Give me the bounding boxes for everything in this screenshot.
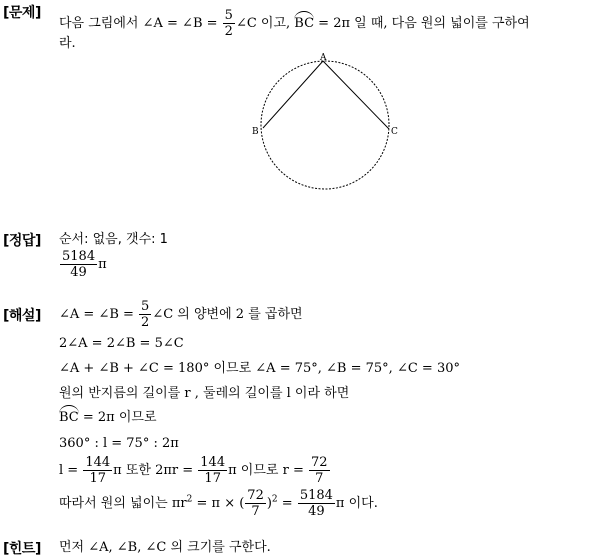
solution-tag: [해설] [3,308,41,324]
fraction-denominator: 49 [70,265,87,280]
fraction-numerator: 72 [247,488,264,503]
solution-text: = π × ( [192,496,245,511]
answer-tag: [정답] [3,233,41,249]
solution-text: = [277,496,297,511]
arc-bc: BC [59,410,79,425]
problem-tag: [문제] [3,5,41,21]
fraction-denominator: 7 [315,471,324,486]
hint-tag: [힌트] [3,541,41,557]
fraction-denominator: 2 [224,24,233,39]
answer-meta: 순서: 없음, 갯수: 1 [59,232,168,247]
solution-line-5 [59,410,157,426]
label-c: C [391,127,398,137]
chord-ac [323,61,389,129]
fraction-numerator: 5 [141,299,150,314]
fraction-denominator: 17 [89,471,107,486]
answer-pi: π [98,257,107,272]
solution-fraction [309,455,330,486]
label-b: B [252,127,259,137]
solution-fraction [139,299,151,330]
solution-line-8 [59,488,378,519]
problem-fraction [223,8,235,39]
chord-ab [263,61,323,128]
superscript: 2 [271,494,278,505]
circle-figure [245,50,415,200]
solution-text: l = [59,463,83,478]
arc-bc: BC [294,16,315,31]
fraction-denominator: 17 [204,471,221,486]
problem-text-3: = 2π 일 때, 다음 원의 넓이를 구하여 [314,16,530,31]
solution-text: = 2π 이므로 [78,410,157,425]
solution-line-1 [59,299,303,330]
solution-fraction [298,488,335,519]
solution-line-6: 360° : l = 75° : 2π [59,436,179,451]
solution-text: 따라서 원의 넓이는 πr [59,496,187,511]
fraction-numerator: 5184 [299,488,333,503]
circle [261,61,389,189]
solution-text: π 또한 2πr = [113,463,198,478]
solution-text: π 이다. [335,496,378,511]
answer-fraction [60,249,97,280]
solution-text: π 이므로 r = [228,463,308,478]
fraction-numerator: 5184 [62,249,96,264]
fraction-denominator: 2 [141,315,150,330]
solution-text: ∠A = ∠B = [59,307,139,322]
fraction-denominator: 7 [251,504,260,519]
label-a: A [320,53,327,63]
fraction-denominator: 49 [308,504,325,519]
problem-text-2: ∠C 이고, [235,16,295,31]
superscript: 2 [186,494,193,505]
fraction-numerator: 144 [85,455,111,470]
fraction-numerator: 72 [310,455,328,470]
solution-line-3: ∠A + ∠B + ∠C = 180° 이므로 ∠A = 75°, ∠B = 75°, ∠C = 30° [59,361,460,376]
solution-text: ) [266,496,272,511]
solution-fraction [245,488,266,519]
solution-text: ∠C 의 양변에 2 를 곱하면 [152,307,303,322]
answer-value [59,249,107,280]
solution-fraction [198,455,227,486]
hint-text: 먼저 ∠A, ∠B, ∠C 의 크기를 구한다. [59,540,271,555]
fraction-numerator: 144 [200,455,226,470]
problem-text-1: 다음 그림에서 ∠A = ∠B = [59,16,222,31]
solution-line-7 [59,455,331,486]
solution-line-2: 2∠A = 2∠B = 5∠C [59,336,184,351]
problem-line-2: 라. [59,36,76,51]
problem-line-1 [59,8,530,39]
fraction-numerator: 5 [224,8,233,23]
solution-line-4: 원의 반지름의 길이를 r , 둘레의 길이를 l 이라 하면 [59,386,350,401]
solution-fraction [83,455,112,486]
